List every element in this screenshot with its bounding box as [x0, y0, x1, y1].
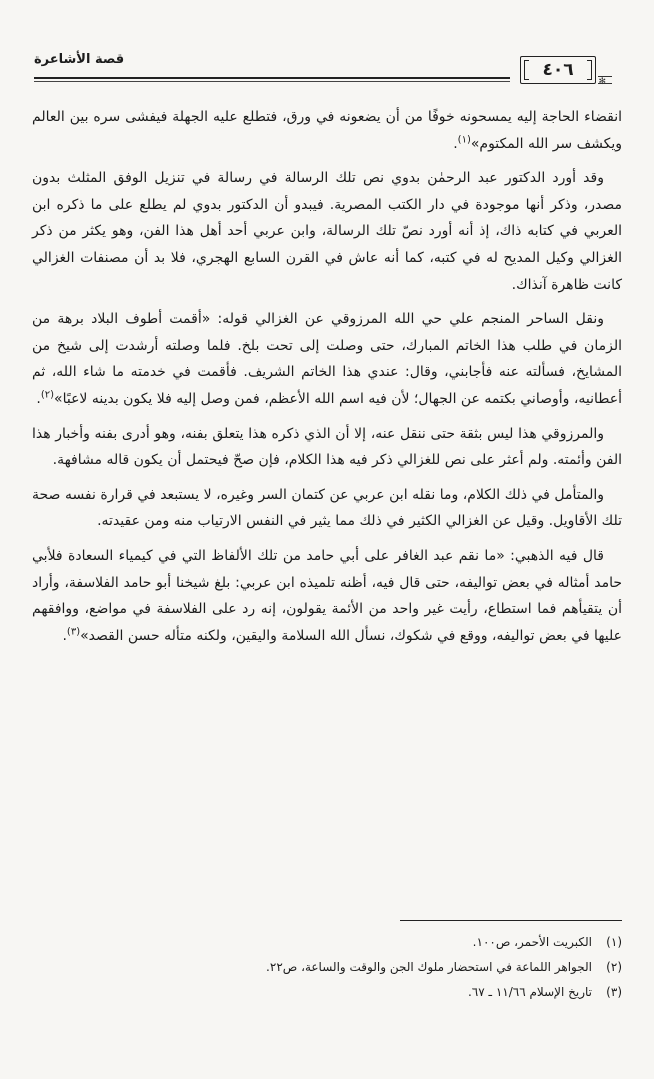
header-rule-thin	[34, 81, 510, 82]
page-header	[34, 50, 612, 90]
book-title: قصة الأشاعرة	[34, 52, 125, 67]
footnote	[32, 980, 622, 1005]
page-number-box	[520, 56, 596, 84]
footnote-ref: (١)	[457, 133, 471, 145]
paragraph: والمتأمل في ذلك الكلام، وما نقله ابن عربي عن كتمان السر وغيره، لا يستبعد في قرارة نفسه صحة تلك الأقاويل. وقيل عن الغزالي الكثير في ذلك مما يثير في النفس الارتياب منه ومن عقيدته.	[32, 486, 622, 530]
paragraph: والمرزوقي هذا ليس بثقة حتى ننقل عنه، إلا أن الذي ذكره هذا يتعلق بفنه، وهو أدرى بفنه وأخبار هذا الفن وأئمته. ولم أعثر على نص للغزالي ذكر فيه هذا الكلام، فإن صحّ فيحتمل أن يكون قاله مشافهة.	[32, 425, 622, 469]
footnote	[32, 930, 622, 955]
footnote-text: الجواهر اللماعة في استحضار ملوك الجن والوقت والساعة، ص٢٢.	[266, 960, 592, 974]
footnote-ref: (٣)	[66, 626, 81, 638]
footnote-ref: (٢)	[40, 389, 55, 401]
paragraph: ونقل الساحر المنجم علي حي الله المرزوقي عن الغزالي قوله: «أقمت أطوف البلاد برهة من الزمان في طلب هذا الخاتم المبارك، حتى وصلت إلى تحت بلخ. فلما وصلته أرشدت إلى شيخ من المشايخ، فسألته عنه فأجابني، وقال: عندي هذا الخاتم الشريف. فأقمت في خدمته ما شاء الله، ثم أعطانيه، وأوصاني بكتمه عن الجهال؛ لأن فيه اسم الله الأعظم، فمن وصل إليه فلا يكون بدينه لاعبًا»$^{(٢)}$.	[32, 311, 622, 407]
footnote	[32, 955, 622, 980]
paragraph: وقد أورد الدكتور عبد الرحمٰن بدوي نص تلك الرسالة في رسالة في تنزيل الوفق المثلث بدون مصدر، وذكر أنها موجودة في دار الكتب المصرية. فيبدو أن الدكتور بدوي لم يطلع على ما ذكره ابن العربي في كتابه ذاك، إذ أنه أورد نصّ تلك الرسالة، وابن عربي أحد أهل هذا الفن، وهو يكثر من ذكر الغزالي وكيل المديح له في كتبه، كما أنه عاش في القرن السابع الهجري، فلا بد أن مصنفات الغزالي كانت ظاهرة آنذاك.	[32, 170, 622, 293]
star-ornament-icon: ✻	[598, 77, 606, 87]
footnote-text: تاريخ الإسلام ١١/٦٦ ـ ٦٧.	[467, 985, 592, 999]
header-rule	[34, 77, 510, 79]
footnote-number: (٢)	[606, 960, 622, 974]
footnote-number: (٣)	[606, 985, 622, 999]
footnote-separator	[400, 920, 622, 921]
page-number: ٤٠٦	[542, 60, 574, 80]
main-text	[32, 104, 622, 657]
footnotes	[32, 930, 622, 1005]
footnote-number: (١)	[606, 935, 622, 949]
paragraph: انقضاء الحاجة إليه يمسحونه خوفًا من أن يضعونه في ورق، فتطلع عليه الجهلة فيفشى سره بين العالم ويكشف سر الله المكتوم»$^{(١)}$.	[32, 109, 622, 152]
footnote-text: الكبريت الأحمر، ص١٠٠.	[472, 935, 592, 949]
paragraph: قال فيه الذهبي: «ما نقم عبد الغافر على أبي حامد من تلك الألفاظ التي في كيمياء السعادة فلأبي حامد أمثاله في بعض تواليفه، حتى قال فيه، أظنه تلميذه ابن عربي: بلغ شيخنا أبو حامد الفلاسفة، وأراد أن يتقيأهم فما استطاع، رأيت غير واحد من الأئمة يقولون، إنه رد على الفلاسفة في مواضع، ووافقهم عليها في بعض تواليفه، ووقع في شكوك، نسأل الله السلامة واليقين، ولكنه متأله حسن القصد»$^{(٣)}$.	[32, 547, 622, 644]
ornament-icon	[598, 76, 612, 87]
